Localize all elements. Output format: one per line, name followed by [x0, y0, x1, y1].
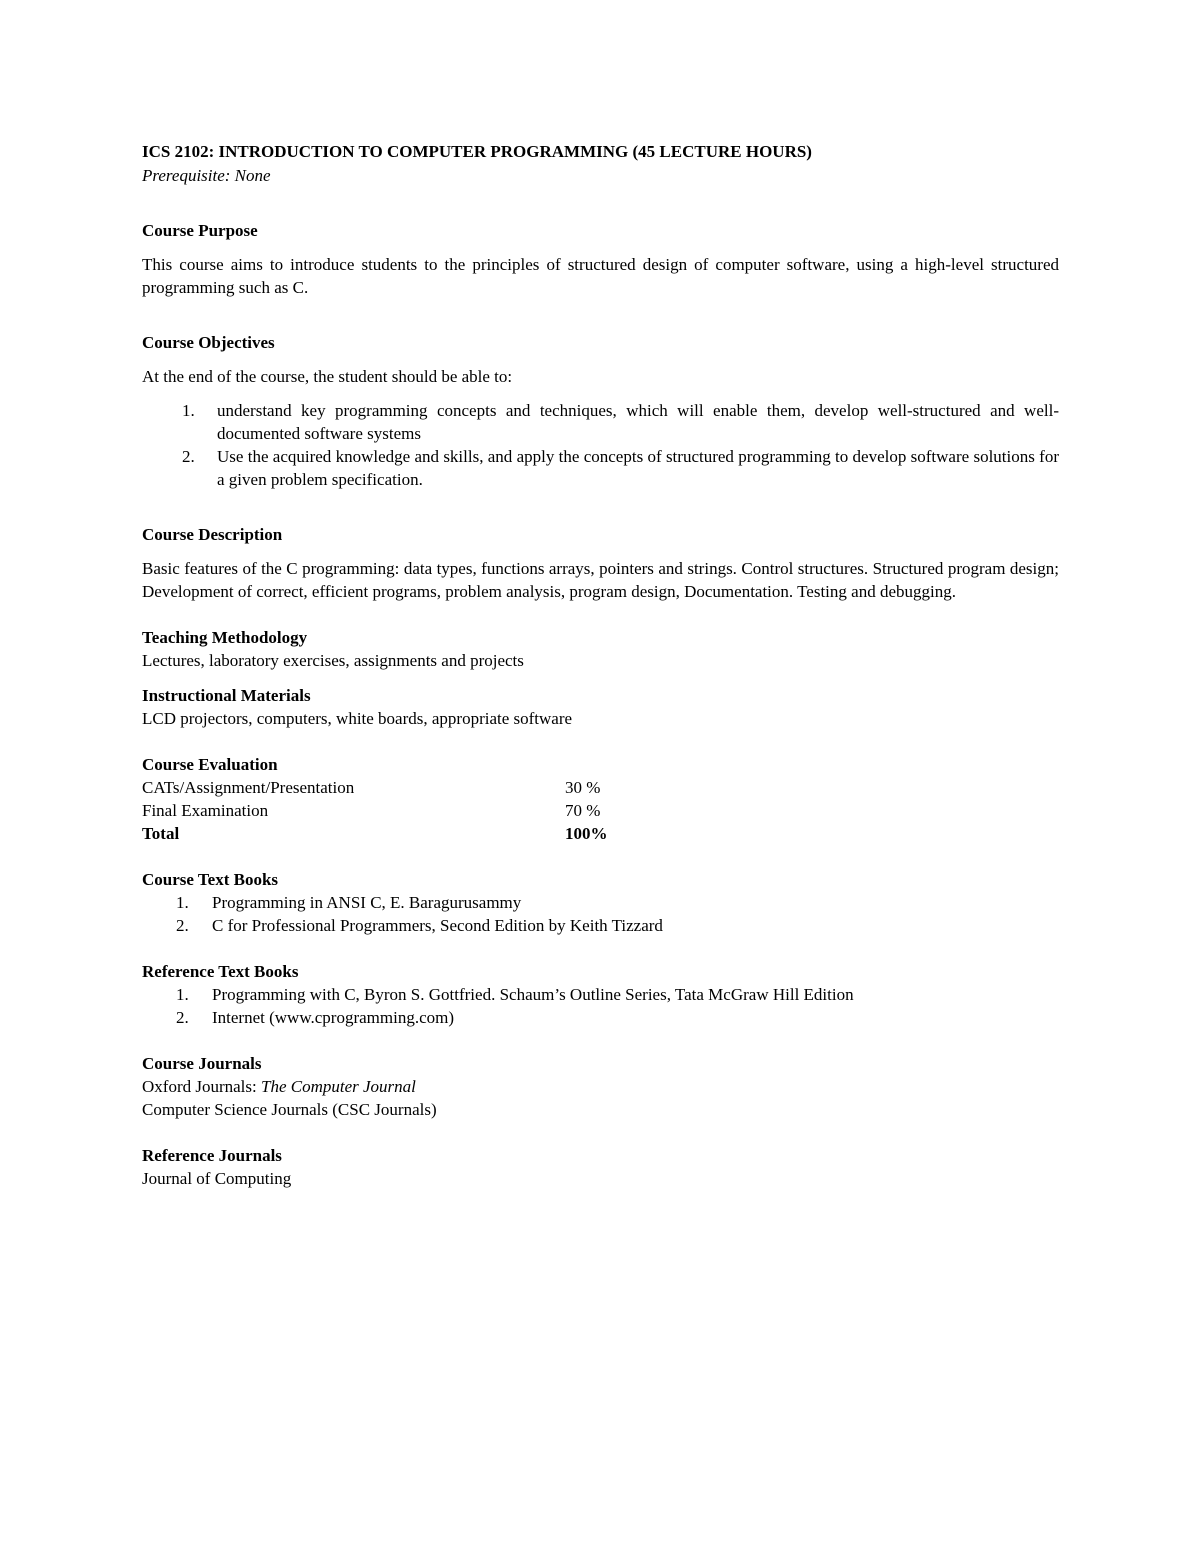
- instructional-materials-text: LCD projectors, computers, white boards, appropriate software: [142, 709, 573, 728]
- list-item: [142, 399, 1059, 445]
- teaching-methodology-heading: Teaching Methodology: [142, 628, 308, 647]
- course-text-books-heading: Course Text Books: [142, 870, 279, 889]
- objectives-list: [142, 399, 1059, 491]
- journal-entry: Computer Science Journals (CSC Journals): [142, 1100, 437, 1119]
- evaluation-label: Final Examination: [142, 801, 269, 820]
- book-entry: C for Professional Programmers, Second Edition by Keith Tizzard: [212, 916, 663, 935]
- instructional-materials-heading: Instructional Materials: [142, 686, 311, 705]
- course-objectives-intro: At the end of the course, the student should be able to:: [142, 367, 513, 386]
- course-evaluation-heading: Course Evaluation: [142, 755, 278, 774]
- list-number: 1.: [176, 893, 189, 912]
- syllabus-page: [142, 140, 1059, 1190]
- text-books-list: [142, 891, 1059, 937]
- list-item: [142, 891, 1059, 914]
- list-number: 2.: [176, 1008, 189, 1027]
- course-description-heading: Course Description: [142, 525, 283, 544]
- reference-journals-heading: Reference Journals: [142, 1146, 282, 1165]
- journal-title: The Computer Journal: [260, 1077, 416, 1096]
- objective-text: understand key programming concepts and techniques, which will enable them, develop well-structured and well-documented software systems: [217, 401, 1059, 443]
- journal-publisher: Oxford Journals:: [142, 1077, 261, 1096]
- list-item: [142, 445, 1059, 491]
- book-entry: Programming in ANSI C, E. Baragurusammy: [212, 893, 522, 912]
- course-purpose-text: This course aims to introduce students to the principles of structured design of computer software, using a high-level structured programming such as C.: [142, 255, 1059, 297]
- evaluation-value: 70 %: [565, 801, 601, 820]
- evaluation-total-label: Total: [142, 824, 180, 843]
- evaluation-total-value: 100%: [565, 824, 608, 843]
- evaluation-value: 30 %: [565, 778, 601, 797]
- reference-text-books-heading: Reference Text Books: [142, 962, 299, 981]
- journal-entry: [142, 1075, 1059, 1098]
- list-number: 1.: [176, 985, 189, 1004]
- list-number: 1.: [182, 401, 195, 420]
- objective-text: Use the acquired knowledge and skills, and apply the concepts of structured programming to develop software solutions for a given problem specification.: [217, 447, 1059, 489]
- teaching-methodology-text: Lectures, laboratory exercises, assignments and projects: [142, 651, 524, 670]
- prerequisite-line: Prerequisite: None: [142, 166, 271, 185]
- evaluation-row: [142, 776, 1059, 799]
- book-entry: Programming with C, Byron S. Gottfried. Schaum’s Outline Series, Tata McGraw Hill Edition: [212, 985, 854, 1004]
- course-purpose-heading: Course Purpose: [142, 221, 258, 240]
- evaluation-total-row: [142, 822, 1059, 845]
- book-entry: Internet (www.cprogramming.com): [212, 1008, 455, 1027]
- course-journals-heading: Course Journals: [142, 1054, 262, 1073]
- list-item: [142, 983, 1059, 1006]
- evaluation-row: [142, 799, 1059, 822]
- reference-books-list: [142, 983, 1059, 1029]
- reference-journal-entry: Journal of Computing: [142, 1169, 292, 1188]
- list-number: 2.: [176, 916, 189, 935]
- course-title: ICS 2102: INTRODUCTION TO COMPUTER PROGRAMMING (45 LECTURE HOURS): [142, 142, 812, 161]
- list-number: 2.: [182, 447, 195, 466]
- course-description-text: Basic features of the C programming: data types, functions arrays, pointers and strings. Control structures. Structured program design; Development of correct, efficient programs, problem analysis, program design, Documentation. Testing and debugging.: [142, 559, 1059, 601]
- course-objectives-heading: Course Objectives: [142, 333, 275, 352]
- evaluation-label: CATs/Assignment/Presentation: [142, 778, 355, 797]
- list-item: [142, 914, 1059, 937]
- list-item: [142, 1006, 1059, 1029]
